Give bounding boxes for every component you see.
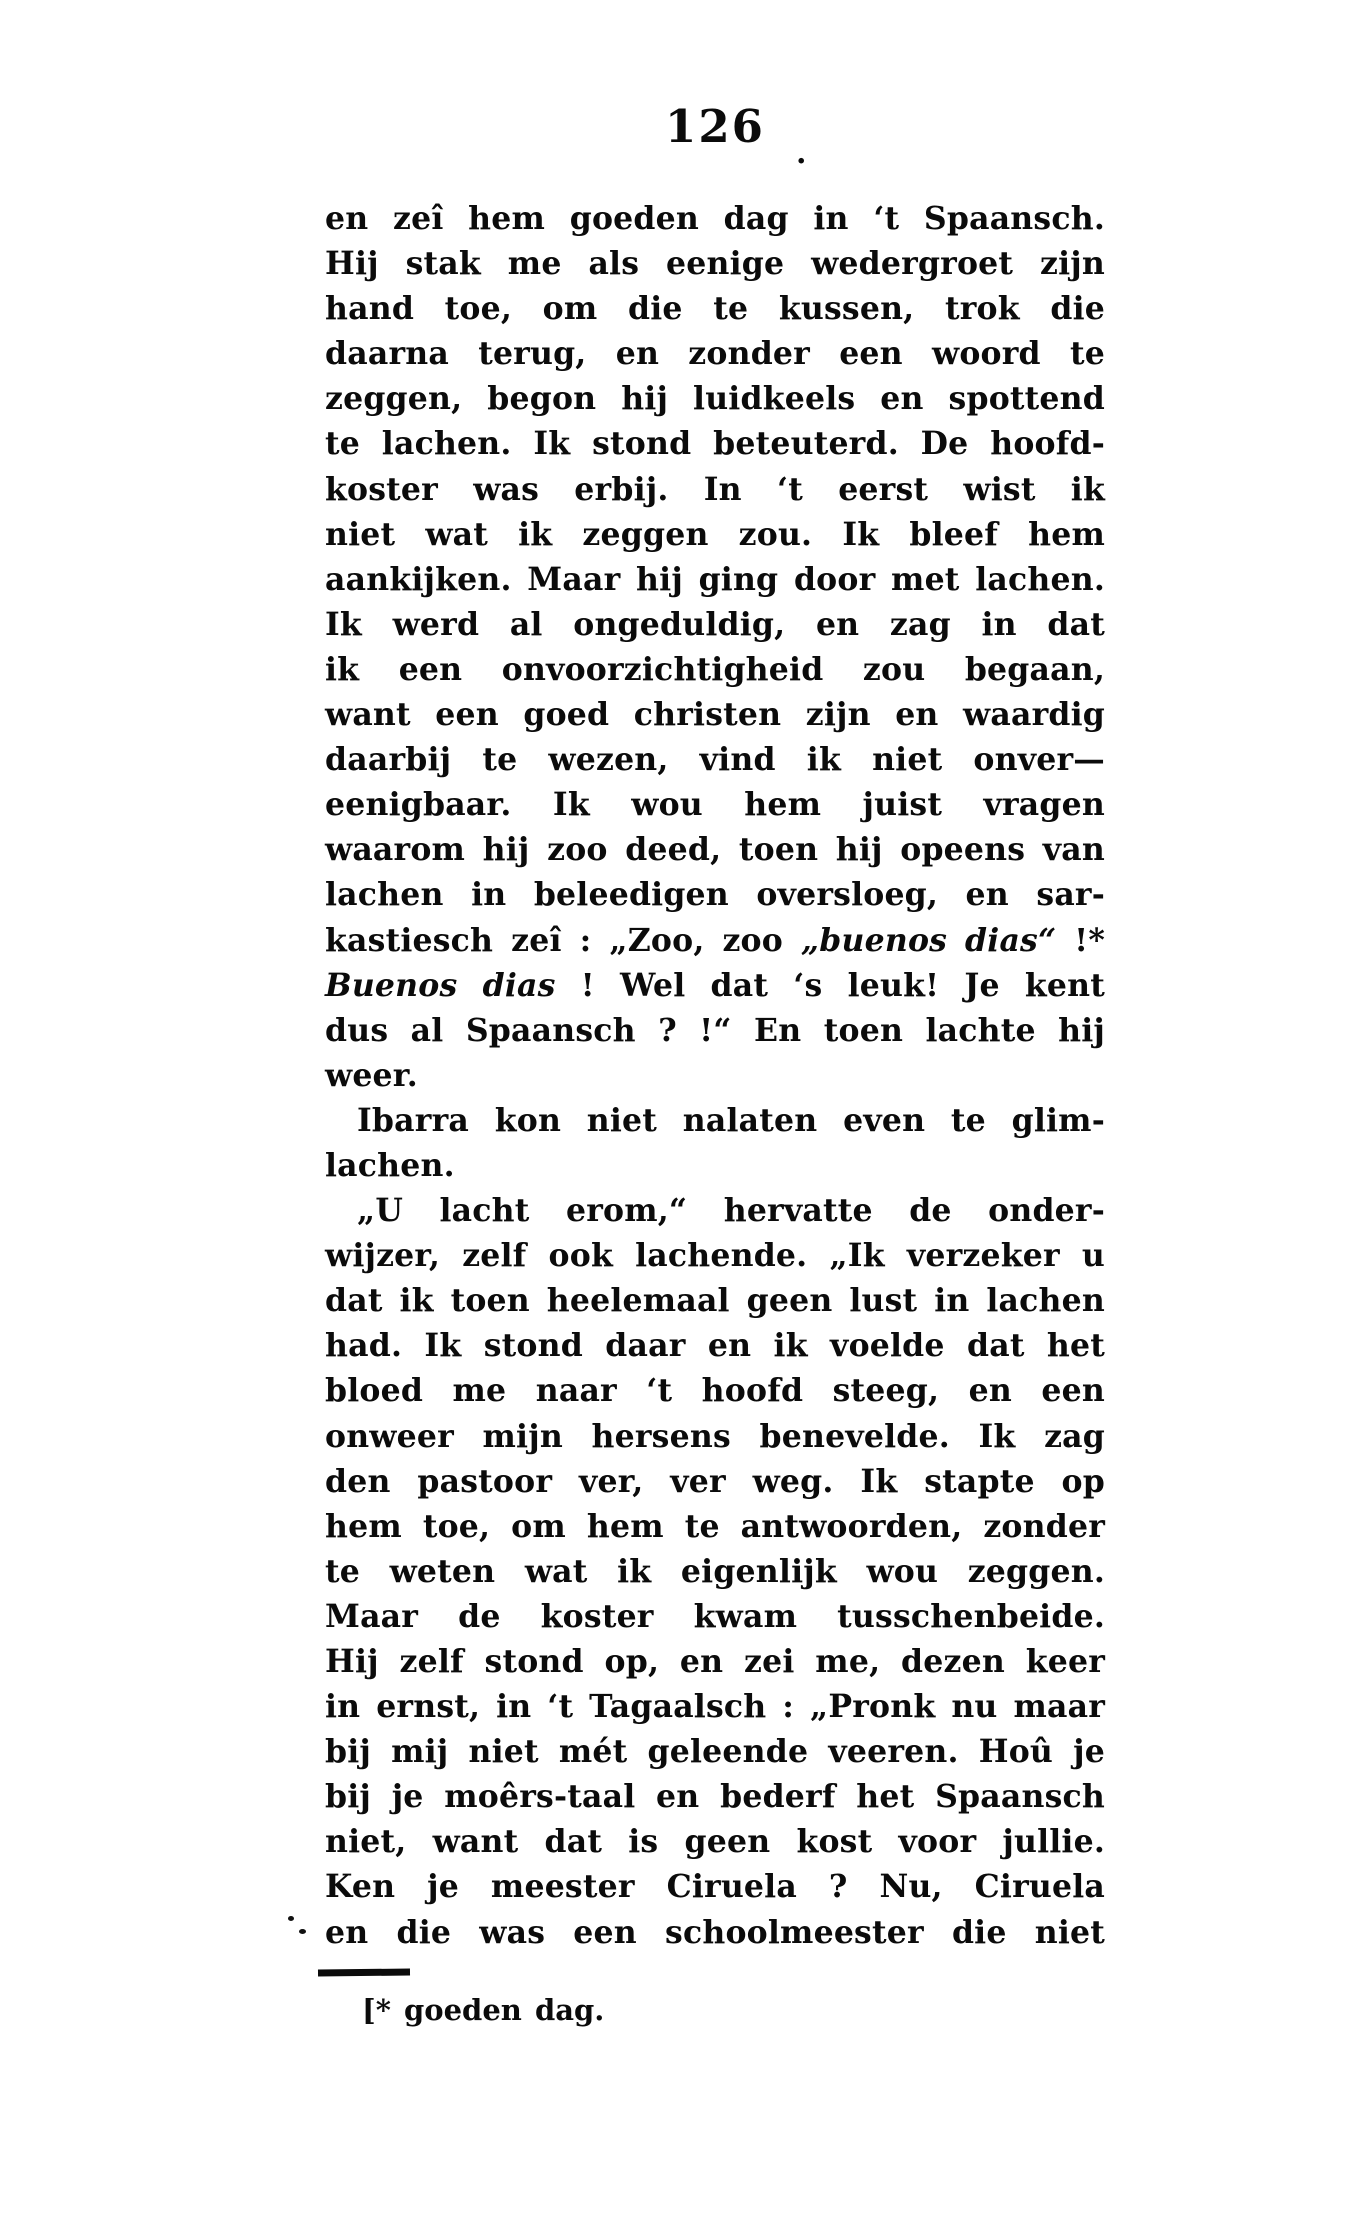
text-line: Ibarra kon niet nalaten even te glim-: [357, 1101, 1105, 1139]
text-line: daarna terug, en zonder een woord te: [325, 335, 1105, 373]
text-line: onweer mijn hersens benevelde. Ik zag: [325, 1417, 1105, 1455]
text-line: weer.: [325, 1056, 418, 1094]
text-line: koster was erbij. In ‘t eerst wist ik: [325, 470, 1105, 508]
ink-speck: [299, 1929, 306, 1934]
text-line: [325, 963, 1105, 1008]
footnote-divider-rule: [318, 1969, 410, 1977]
text-line: ik een onvoorzichtigheid zou begaan,: [325, 650, 1105, 688]
text-line: lachen in beleedigen oversloeg, en sar-: [325, 876, 1105, 914]
text-line: en die was een schoolmeester die niet: [325, 1913, 1105, 1951]
text-line: bloed me naar ‘t hoofd steeg, en een: [325, 1372, 1105, 1410]
stray-ink-dot: .: [796, 136, 807, 171]
text-line: aankijken. Maar hij ging door met lachen.: [325, 560, 1105, 598]
text-line: [325, 918, 1105, 963]
text-line: bij mij niet mét geleende veeren. Hoû je: [325, 1733, 1105, 1771]
body-text-block: [325, 196, 1105, 1955]
text-line: Maar de koster kwam tusschenbeide.: [325, 1597, 1105, 1635]
text-line: zeggen, begon hij luidkeels en spottend: [325, 380, 1105, 418]
text-line: lachen.: [325, 1146, 455, 1184]
text-line: Ik werd al ongeduldig, en zag in dat: [325, 605, 1105, 643]
text-line: den pastoor ver, ver weg. Ik stapte op: [325, 1462, 1105, 1500]
text-line: daarbij te wezen, vind ik niet onver—: [325, 741, 1105, 779]
ink-speck: [288, 1916, 294, 1921]
text-line: en zeî hem goeden dag in ‘t Spaansch.: [325, 200, 1105, 237]
text-line: wijzer, zelf ook lachende. „Ik verzeker u: [325, 1237, 1105, 1275]
text-line: niet wat ik zeggen zou. Ik bleef hem: [325, 515, 1105, 553]
text-line: niet, want dat is geen kost voor jullie.: [325, 1823, 1105, 1861]
text-segment-italic: „buenos dias“: [800, 921, 1057, 959]
text-line: te lachen. Ik stond beteuterd. De hoofd-: [325, 425, 1105, 463]
text-line: hem toe, om hem te antwoorden, zonder: [325, 1507, 1105, 1545]
text-line: waarom hij zoo deed, toen hij opeens van: [325, 831, 1105, 869]
text-line: in ernst, in ‘t Tagaalsch : „Pronk nu maar: [325, 1688, 1105, 1726]
text-line: hand toe, om die te kussen, trok die: [325, 290, 1105, 328]
text-line: dus al Spaansch ? !“ En toen lachte hij: [325, 1011, 1105, 1049]
text-line: eenigbaar. Ik wou hem juist vragen: [325, 786, 1105, 824]
page-number: 126: [665, 100, 765, 153]
text-line: want een goed christen zijn en waardig: [325, 696, 1105, 734]
text-line: had. Ik stond daar en ik voelde dat het: [325, 1327, 1105, 1365]
text-segment: kastiesch zeî : „Zoo, zoo: [325, 921, 801, 959]
footnote-text: [* goeden dag.: [362, 1993, 605, 2027]
text-line: bij je moêrs-taal en bederf het Spaansch: [325, 1778, 1105, 1816]
text-line: Hij zelf stond op, en zei me, dezen keer: [325, 1643, 1105, 1680]
text-segment: ! Wel dat ‘s leuk! Je kent: [555, 966, 1105, 1004]
text-line: te weten wat ik eigenlijk wou zeggen.: [325, 1552, 1105, 1590]
text-line: dat ik toen heelemaal geen lust in lachen: [325, 1282, 1105, 1320]
text-line: „U lacht erom,“ hervatte de onder-: [357, 1192, 1105, 1230]
text-segment-italic: Buenos dias: [325, 966, 556, 1004]
text-segment: !*: [1056, 921, 1106, 959]
text-line: Ken je meester Ciruela ? Nu, Ciruela: [325, 1868, 1105, 1906]
text-line: Hij stak me als eenige wedergroet zijn: [325, 245, 1105, 283]
